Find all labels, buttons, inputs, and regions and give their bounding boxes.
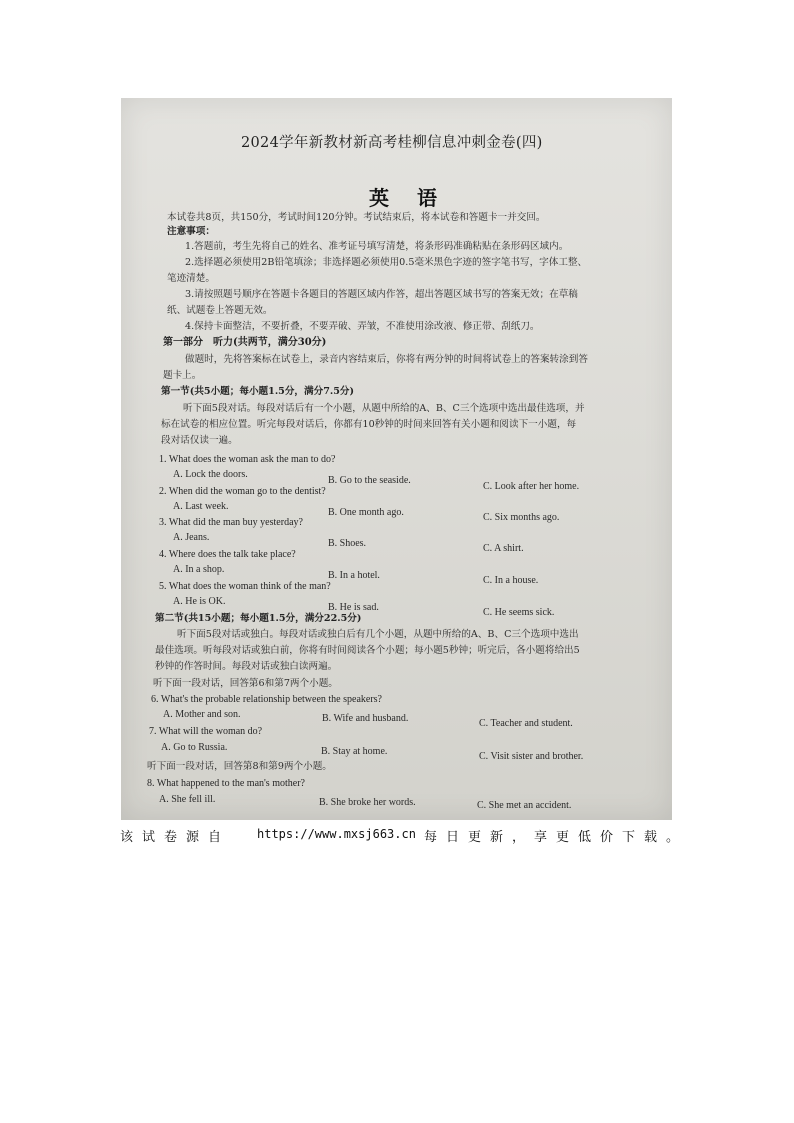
section2-instr-2: 最佳选项。听每段对话或独白前，你将有时间阅读各个小题；每小题5秒钟；听完后，各小题将给出5 (155, 645, 580, 656)
question-5: 5. What does the woman think of the man? (159, 581, 331, 592)
section2-lead-1: 听下面一段对话，回答第6和第7两个小题。 (153, 678, 338, 689)
part1-instr-2: 题卡上。 (163, 370, 202, 381)
q6-option-c: C. Teacher and student. (479, 718, 573, 729)
q6-option-b: B. Wife and husband. (322, 713, 409, 724)
q2-option-a: A. Last week. (173, 501, 229, 512)
intro-text: 本试卷共8页，共150分，考试时间120分钟。考试结束后，将本试卷和答题卡一并交回。 (167, 212, 546, 223)
footer-prefix: 该试卷源自 (120, 830, 231, 845)
footer-suffix: 每日更新，享更低价下载。 (424, 830, 689, 845)
note-3: 3.请按照题号顺序在答题卡各题目的答题区域内作答，超出答题区域书写的答案无效；在草稿 (185, 289, 578, 300)
q4-option-b: B. In a hotel. (328, 570, 380, 581)
section1-instr-2: 标在试卷的相应位置。听完每段对话后，你都有10秒钟的时间来回答有关小题和阅读下一小题，每 (161, 419, 577, 430)
q2-option-c: C. Six months ago. (483, 512, 560, 523)
q3-option-a: A. Jeans. (173, 532, 210, 543)
q4-option-a: A. In a shop. (173, 564, 225, 575)
q1-option-c: C. Look after her home. (483, 481, 580, 492)
exam-photo (121, 98, 672, 820)
q1-option-a: A. Lock the doors. (173, 469, 248, 480)
section2-heading: 第二节(共15小题；每小题1.5分，满分22.5分) (155, 613, 362, 624)
notes-heading: 注意事项： (167, 226, 215, 237)
q8-option-b: B. She broke her words. (319, 797, 416, 808)
question-8: 8. What happened to the man's mother? (147, 778, 305, 789)
question-4: 4. Where does the talk take place? (159, 549, 296, 560)
q7-option-b: B. Stay at home. (321, 746, 388, 757)
section1-heading: 第一节(共5小题；每小题1.5分，满分7.5分) (161, 386, 355, 397)
q7-option-c: C. Visit sister and brother. (479, 751, 584, 762)
download-footer (120, 826, 689, 845)
question-3: 3. What did the man buy yesterday? (159, 517, 303, 528)
question-6: 6. What's the probable relationship between the speakers? (151, 694, 382, 705)
q6-option-a: A. Mother and son. (163, 709, 241, 720)
q7-option-a: A. Go to Russia. (161, 742, 228, 753)
note-1: 1.答题前，考生先将自己的姓名、准考证号填写清楚，将条形码准确粘贴在条形码区域内。 (185, 241, 569, 252)
q8-option-c: C. She met an accident. (477, 800, 572, 811)
q8-option-a: A. She fell ill. (159, 794, 216, 805)
q5-option-b: B. He is sad. (328, 602, 379, 613)
footer-url[interactable]: https://www.mxsj663.cn (257, 827, 416, 841)
question-7: 7. What will the woman do? (149, 726, 263, 737)
q2-option-b: B. One month ago. (328, 507, 404, 518)
section2-lead-2: 听下面一段对话，回答第8和第9两个小题。 (147, 761, 332, 772)
subject-title: 英语 (369, 186, 465, 210)
q3-option-b: B. Shoes. (328, 538, 367, 549)
section2-instr-3: 秒钟的作答时间。每段对话或独白读两遍。 (155, 661, 338, 672)
part1-heading: 第一部分 听力(共两节，满分30分) (163, 337, 327, 348)
q1-option-b: B. Go to the seaside. (328, 475, 411, 486)
section1-instr-3: 段对话仅读一遍。 (161, 435, 238, 446)
q5-option-a: A. He is OK. (173, 596, 226, 607)
q4-option-c: C. In a house. (483, 575, 539, 586)
section2-instr-1: 听下面5段对话或独白。每段对话或独白后有几个小题，从题中所给的A、B、C三个选项中选出 (177, 629, 579, 640)
question-2: 2. When did the woman go to the dentist? (159, 486, 326, 497)
note-2: 2.选择题必须使用2B铅笔填涂；非选择题必须使用0.5毫米黑色字迹的签字笔书写，字体工整、 (185, 257, 588, 268)
q5-option-c: C. He seems sick. (483, 607, 555, 618)
part1-instr-1: 做题时，先将答案标在试卷上，录音内容结束后，你将有两分钟的时间将试卷上的答案转涂到答 (185, 354, 588, 365)
note-3-cont: 纸、试题卷上答题无效。 (167, 305, 273, 316)
section1-instr-1: 听下面5段对话。每段对话后有一个小题，从题中所给的A、B、C三个选项中选出最佳选项，并 (183, 403, 585, 414)
question-1: 1. What does the woman ask the man to do? (159, 454, 336, 465)
note-4: 4.保持卡面整洁，不要折叠，不要弄破、弄皱，不准使用涂改液、修正带、刮纸刀。 (185, 321, 540, 332)
exam-title: 2024学年新教材新高考桂柳信息冲刺金卷(四) (241, 135, 543, 151)
note-2-cont: 笔迹清楚。 (167, 273, 215, 284)
q3-option-c: C. A shirt. (483, 543, 524, 554)
